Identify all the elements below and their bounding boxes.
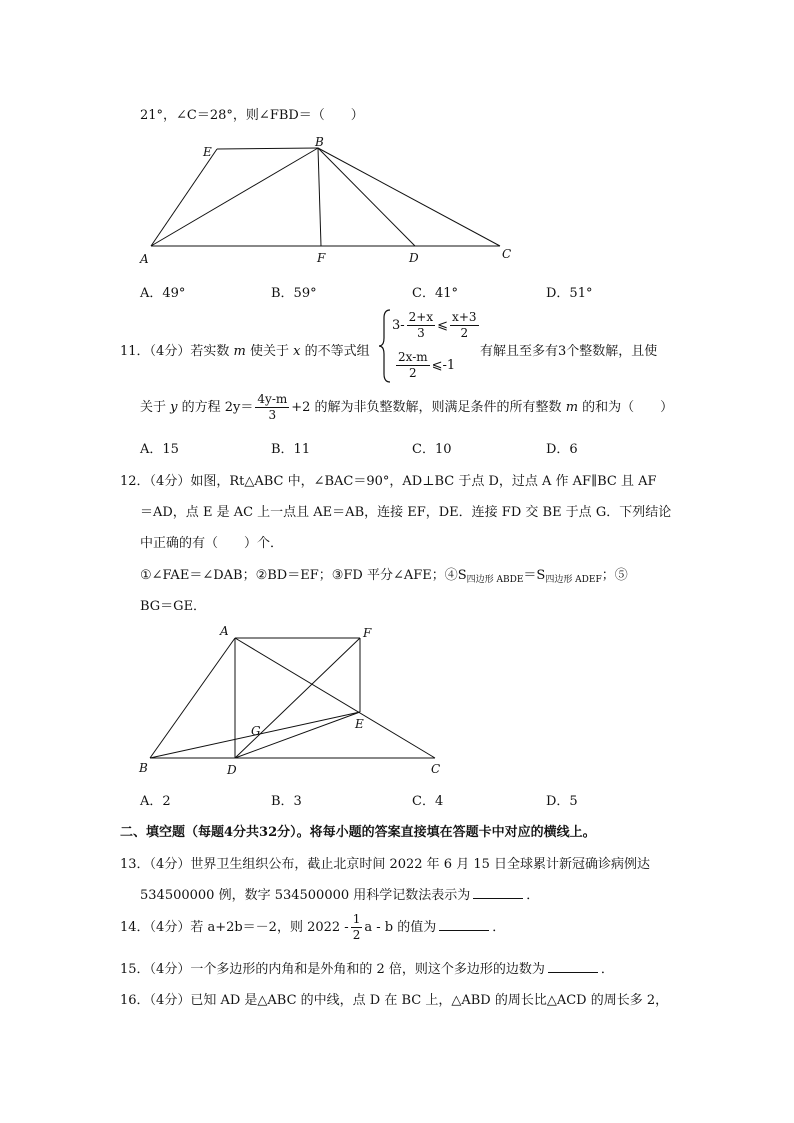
q15-line: 15．（4分）一个多边形的内角和是外角和的 2 倍，则这个多边形的边数为 ．	[120, 962, 614, 977]
label-C: C	[431, 762, 441, 776]
q11-inequality-2: $\frac{2x-m}{2}$ ⩽-1	[398, 350, 456, 380]
q12-line4: ①∠FAE＝∠DAB；②BD＝EF；③FD 平分∠AFE；$④S_{四边形 ABDE}=S_{四边形 ADEF}$；⑤	[140, 568, 628, 585]
section-2-title: 二、填空题（每题4分共32分）。将每小题的答案直接填在答题卡中对应的横线上。	[120, 825, 596, 840]
label-A: A	[140, 252, 149, 266]
q10-stem-tail: 21°，∠C＝28°，则∠FBD＝（ ）	[140, 108, 364, 123]
q13-line2: 534500000 例，数字 534500000 用科学记数法表示为 ．	[140, 888, 540, 903]
label-G: G	[251, 724, 261, 738]
q12-option-b: B．3	[271, 794, 302, 809]
label-E: E	[203, 145, 212, 159]
q12-figure	[135, 622, 450, 777]
label-B: B	[315, 135, 324, 149]
q10-figure	[135, 132, 520, 267]
q12-option-c: C．4	[412, 794, 444, 809]
q10-option-b: B．59°	[271, 286, 317, 301]
q12-line1: 12．（4分）如图，Rt△ABC 中，∠BAC＝90°，AD⊥BC 于点 D，过点 A 作 AF∥BC 且 AF	[120, 474, 657, 489]
q14-line: 14．（4分）若 a+2b＝－2，则 2022 - $\frac{1}{2}$ a - b 的值为 ．	[120, 912, 506, 942]
q16-line: 16．（4分）已知 AD 是△ABC 的中线，点 D 在 BC 上，△ABD 的周长比△ACD 的周长多 2，	[120, 993, 669, 1008]
label-F: F	[363, 626, 372, 640]
label-A: A	[220, 624, 229, 638]
q12-option-a: A．2	[140, 794, 171, 809]
label-C: C	[502, 247, 512, 261]
q11-brace	[378, 308, 392, 384]
q11-option-d: D．6	[546, 442, 578, 457]
q12-line5: BG＝GE．	[140, 599, 207, 614]
q11-option-a: A．15	[140, 442, 179, 457]
q11-option-b: B．11	[271, 442, 311, 457]
q11-line1: 11．（4分）若实数 m 使关于 x 的不等式组	[120, 344, 370, 359]
q10-option-d: D．51°	[546, 286, 593, 301]
label-F: F	[317, 251, 326, 265]
label-D: D	[227, 763, 237, 777]
q10-option-c: C．41°	[412, 286, 458, 301]
q12-line3: 中正确的有（ ）个．	[140, 536, 284, 551]
label-B: B	[139, 761, 148, 775]
q12-option-d: D．5	[546, 794, 578, 809]
q11-line1-tail: 有解且至多有3个整数解，且使	[480, 344, 658, 359]
label-E: E	[355, 717, 364, 731]
q11-option-c: C．10	[412, 442, 452, 457]
q13-line1: 13．（4分）世界卫生组织公布，截止北京时间 2022 年 6 月 15 日全球累计新冠确诊病例达	[120, 857, 651, 872]
q10-option-a: A．49°	[140, 286, 186, 301]
q11-inequality-1: 3- $\frac{2+x}{3}$ ⩽ $\frac{x+3}{2}$	[392, 310, 477, 340]
q13-answer-blank	[473, 886, 523, 899]
q14-answer-blank	[439, 918, 489, 931]
q12-line2: ＝AD，点 E 是 AC 上一点且 AE＝AB，连接 EF，DE．连接 FD 交 BE 于点 G．下列结论	[140, 505, 672, 520]
label-D: D	[409, 251, 419, 265]
q11-line2: 关于 y 的方程 2y＝ $\frac{4y-m}{3}$ +2 的解为非负整数解，则满足条件的所有整数 m 的和为（ ）	[140, 392, 674, 422]
q15-answer-blank	[548, 960, 598, 973]
